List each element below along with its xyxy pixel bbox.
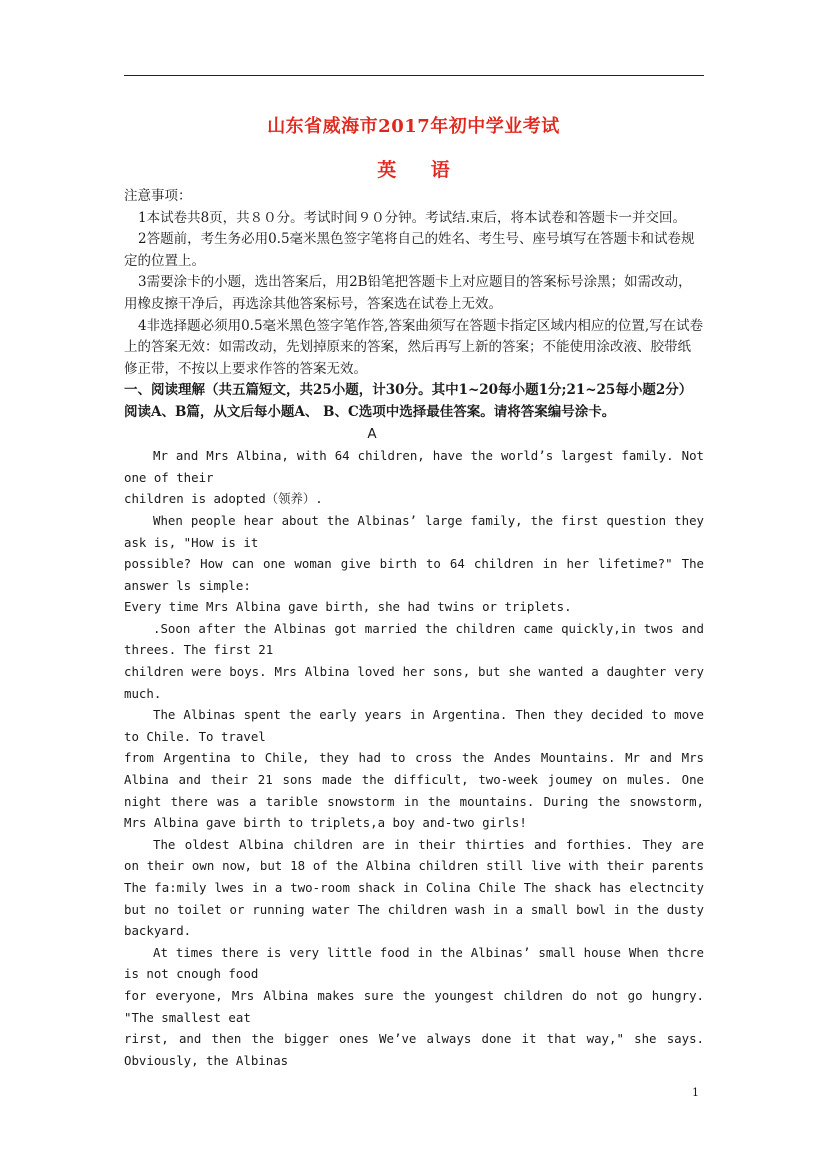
section-heading: 一、阅读理解（共五篇短文，共25小题，计30分。其中1~20每小题1分;21~25每小题2分）阅读A、B篇，从文后每小题A、 B、C选项中选择最佳答案。请将答案编号涂卡。 [124,382,693,420]
paragraph-line: At times there is very little food in the Albinas’ small house When thcre is not cnough food [124,944,704,982]
header-rule [124,75,704,76]
paragraph-line: Every time Mrs Albina gave birth, she had twins or triplets. [124,599,572,615]
page-number: 1 [692,1086,699,1099]
subject-title: 英 语 [377,159,464,181]
note-item: 1本试卷共8页，共８０分。考试时间９０分钟。考试结.束后，将本试卷和答题卡一并交回。 [138,209,686,226]
exam-title: 山东省威海市2017年初中学业考试 [267,116,560,137]
note-item: 2答题前，考生务必用0.5毫米黑色签字笔将自己的姓名、考生号、座号填写在答题卡和试卷规定的位置上。 [124,231,695,269]
paragraph-line: Mr and Mrs Albina, with 64 children, have the world’s largest family. Not one of their [124,448,704,485]
exam-body [124,186,704,1071]
paragraph-line: The Albinas spent the early years in Argentina. Then they decided to move to Chile. To travel [124,707,704,744]
paragraph-line: rirst, and then the bigger ones We’ve always done it that way," she says. Obviously, the Albinas [124,1031,704,1068]
paragraph-line: children were boys. Mrs Albina loved her sons, but she wanted a daughter very much. [124,664,704,701]
passage-label: A [367,425,377,442]
paragraph-line: children is adopted（领养）. [124,491,323,507]
paragraph-line: possible? How can one woman give birth to 64 children in her lifetime?" The answer ls simple: [124,556,704,593]
paragraph-line: for everyone, Mrs Albina makes sure the youngest children do not go hungry. "The smallest eat [124,987,704,1025]
passage-paragraph [124,704,704,747]
passage-paragraph [124,510,704,553]
passage-paragraph [124,618,704,661]
paragraph-line: When people hear about the Albinas’ large family, the first question they ask is, "How is it [124,512,704,550]
note-item: 3需要涂卡的小题，选出答案后，用2B铅笔把答题卡上对应题目的答案标号涂黑；如需改动，用橡皮擦干净后，再选涂其他答案标号，答案选在试卷上无效。 [124,274,692,312]
passage-paragraph [124,942,704,985]
paragraph-line: .Soon after the Albinas got married the children came quickly,in twos and threes. The first 21 [124,620,704,658]
passage-paragraph [124,445,704,488]
notes-heading: 注意事项： [124,188,192,204]
paragraph-line: The oldest Albina children are in their thirties and forthies. They are on their own now, but 18 of the Albina children still live with their parents The fa:mily lwes in a two-room shack in Colina Chile The shack has electncity but no toilet or running water The children wash in a small bowl in the dusty backyard. [124,836,704,939]
passage-paragraph [124,834,704,942]
paragraph-line: from Argentina to Chile, they had to cross the Andes Mountains. Mr and Mrs Albina and their 21 sons made the difficult, two-week joumey on mules. One night there was a tarible snowstorm in the mountains. During the snowstorm, Mrs Albina gave birth to triplets,a boy and-two girls! [124,750,704,831]
note-item: 4非选择题必须用0.5毫米黑色签字笔作答,答案曲须写在答题卡指定区域内相应的位置,写在试卷上的答案无效：如需改动，先划掉原来的答案，然后再写上新的答案；不能使用涂改液、胶带纸修正带，不按以上要求作答的答案无效。 [124,317,704,377]
